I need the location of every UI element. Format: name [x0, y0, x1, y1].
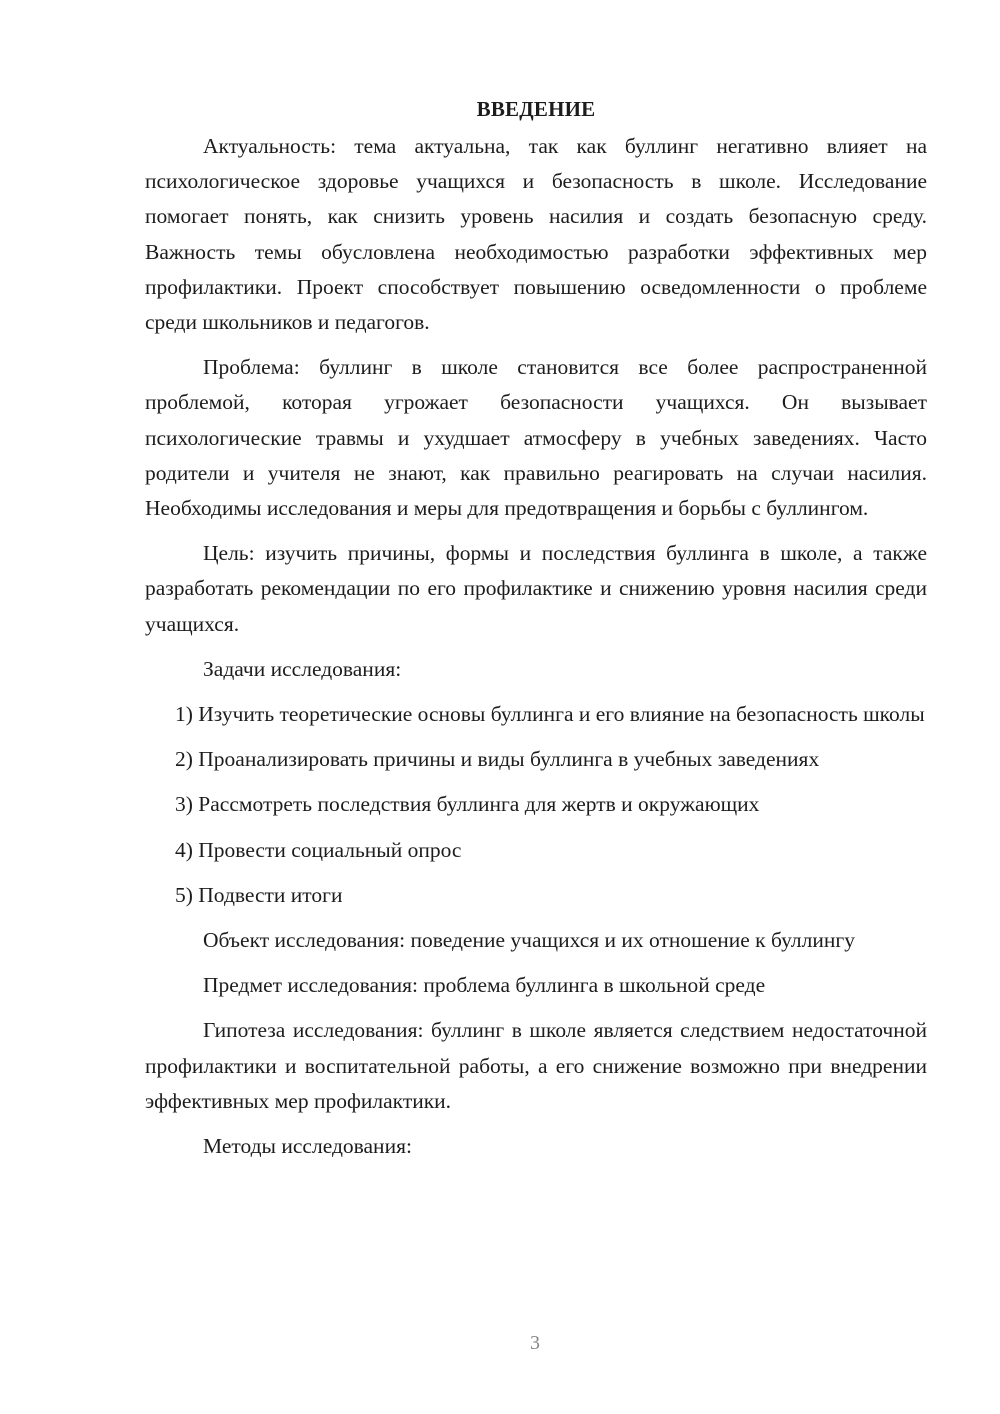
tasks-heading: Задачи исследования: [203, 656, 402, 681]
list-item: 2) Проанализировать причины и виды буллинга в учебных заведениях [175, 747, 820, 772]
methods-heading: Методы исследования: [203, 1134, 412, 1159]
hypothesis-paragraph: Гипотеза исследования: буллинг в школе является следствием недостаточной профилактики и воспитательной работы, а его снижение возможно при внедрении эффективных мер профилактики. [145, 1018, 927, 1113]
problem-paragraph: Проблема: буллинг в школе становится все более распространенной проблемой, которая угрожает безопасности учащихся. Он вызывает психологические травмы и ухудшает атмосферу в учебных заведениях. Часто родители и учителя не знают, как правильно реагировать на случаи насилия. Необходимы исследования и меры для предотвращения и борьбы с буллингом. [145, 355, 927, 521]
section-title: ВВЕДЕНИЕ [476, 97, 596, 121]
page-number: 3 [530, 1332, 540, 1354]
subject-paragraph: Предмет исследования: проблема буллинга в школьной среде [203, 973, 766, 998]
relevance-paragraph: Актуальность: тема актуальна, так как буллинг негативно влияет на психологическое здоровье учащихся и безопасность в школе. Исследование помогает понять, как снизить уровень насилия и создать безопасную среду. Важность темы обусловлена необходимостью разработки эффективных мер профилактики. Проект способствует повышению осведомленности о проблеме среди школьников и педагогов. [145, 134, 927, 335]
list-item: 3) Рассмотреть последствия буллинга для жертв и окружающих [175, 792, 760, 817]
list-item: 4) Провести социальный опрос [175, 837, 462, 862]
object-paragraph: Объект исследования: поведение учащихся и их отношение к буллингу [203, 928, 855, 953]
list-item: 1) Изучить теоретические основы буллинга и его влияние на безопасность школы [175, 702, 925, 727]
goal-paragraph: Цель: изучить причины, формы и последствия буллинга в школе, а также разработать рекомендации по его профилактике и снижению уровня насилия среди учащихся. [145, 541, 927, 636]
list-item: 5) Подвести итоги [175, 882, 343, 907]
document-page [145, 92, 927, 1174]
tasks-list [145, 697, 927, 913]
